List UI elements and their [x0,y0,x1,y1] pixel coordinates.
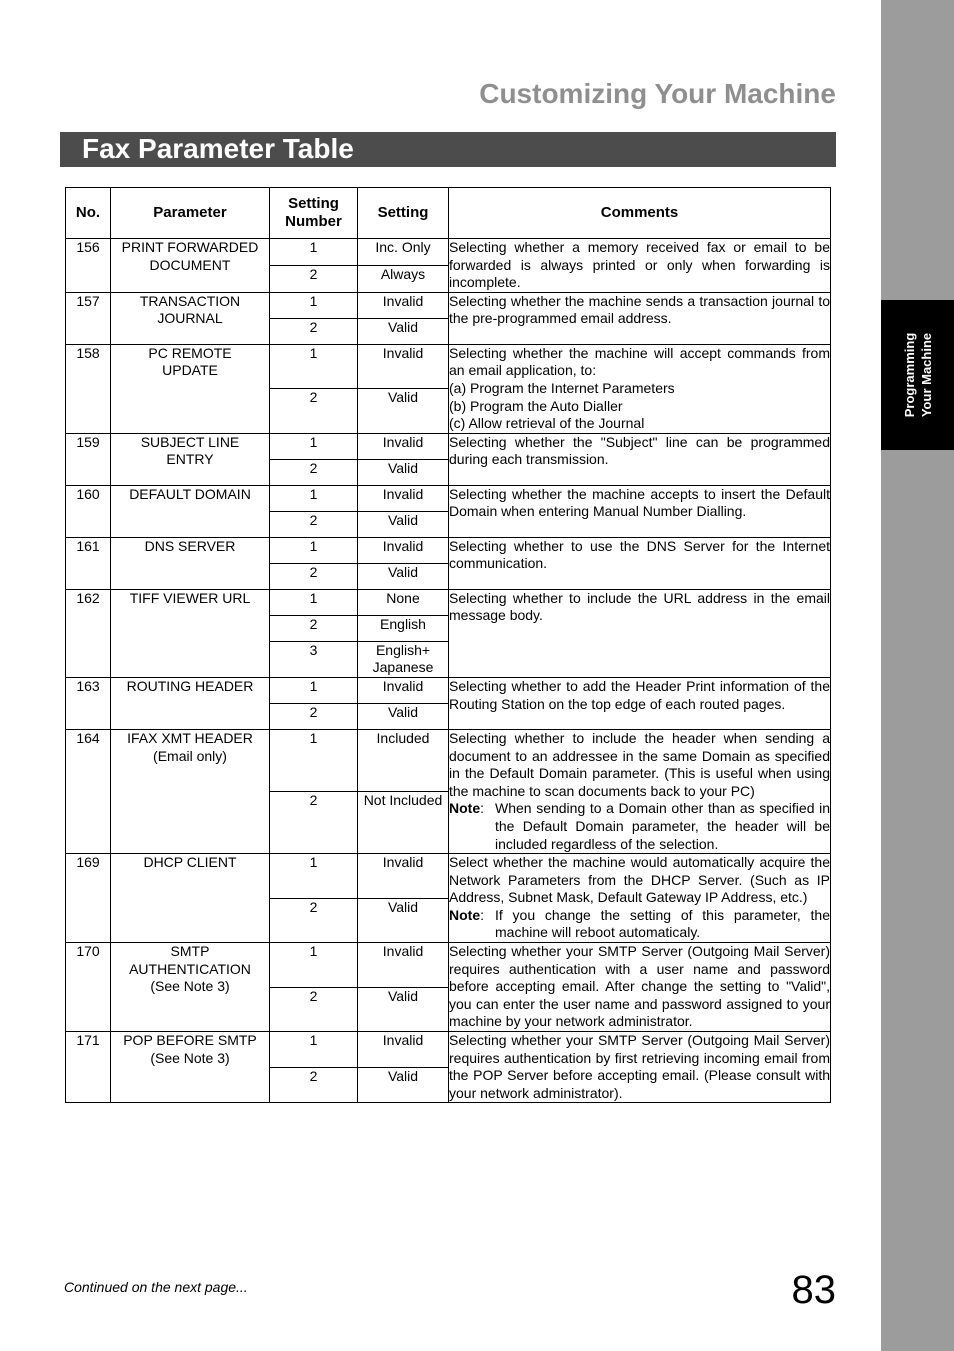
table-row [66,854,831,898]
setting-value: Valid [358,563,449,589]
param-name-line: POP BEFORE SMTP [123,1032,257,1049]
param-name-line: ENTRY [166,451,214,468]
table-row [66,485,831,511]
col-header-setting-number-line1: Setting [288,195,339,212]
param-number: 161 [66,537,111,589]
param-comments [449,537,831,589]
table-row [66,433,831,459]
param-name-line: SUBJECT LINE [140,433,240,450]
table-row [66,729,831,791]
setting-number: 1 [270,433,358,459]
setting-number: 1 [270,485,358,511]
side-tab-line2: Your Machine [918,332,934,418]
section-bar [60,132,836,167]
setting-value: Not Included [358,792,449,854]
table-body [66,239,831,1103]
setting-number: 2 [270,318,358,344]
comment-line: Selecting whether your SMTP Server (Outgoing Mail Server) requires authentication with a user name and password before accepting email. After change the setting to "Valid", you can enter the user name and password assigned to your machine by your network administrator. [449,943,830,1030]
param-comments [449,729,831,853]
note-text: If you change the setting of this parameter, the machine will reboot automaticaly. [495,906,830,941]
param-number: 163 [66,677,111,729]
table-row [66,1032,831,1068]
table-row [66,344,831,388]
note-label-text: Note [449,906,481,923]
param-comments [449,292,831,344]
param-name [111,677,270,729]
setting-number: 2 [270,898,358,942]
setting-number: 1 [270,589,358,615]
param-name-line: PRINT FORWARDED [121,239,259,255]
note-label-text: Note [449,800,481,817]
comment-line: Selecting whether the machine accepts to insert the Default Domain when entering Manual Number Dialling. [449,485,830,520]
col-header-parameter: Parameter [111,188,270,239]
setting-value: Valid [358,898,449,942]
comment-note [449,907,830,942]
param-number: 171 [66,1032,111,1103]
setting-number: 2 [270,1067,358,1103]
setting-number: 1 [270,292,358,318]
setting-value: Valid [358,511,449,537]
comment-line: Selecting whether to add the Header Print information of the Routing Station on the top edge of each routed pages. [449,677,830,712]
note-label: Note: [449,906,485,923]
table-row [66,239,831,266]
comment-note [449,800,830,853]
param-number: 160 [66,485,111,537]
param-number: 159 [66,433,111,485]
param-name-line: DNS SERVER [144,537,236,554]
col-header-setting: Setting [358,188,449,239]
setting-number: 2 [270,987,358,1031]
col-header-comments: Comments [449,188,831,239]
setting-value: Included [358,729,449,791]
param-number: 156 [66,239,111,293]
table-row [66,677,831,703]
setting-number: 2 [270,792,358,854]
param-name-line: TIFF VIEWER URL [129,589,251,606]
setting-value: Valid [358,1067,449,1103]
comment-line: Selecting whether to include the URL address in the email message body. [449,589,830,624]
setting-value: Invalid [358,485,449,511]
param-number: 164 [66,729,111,853]
param-name-line: AUTHENTICATION [129,960,251,977]
setting-value: Invalid [358,677,449,703]
param-name-line: TRANSACTION [139,292,241,309]
setting-value: Inc. Only [358,239,449,266]
setting-number: 1 [270,729,358,791]
comment-line: Selecting whether the "Subject" line can be programmed during each transmission. [449,433,830,468]
param-comments [449,854,831,943]
setting-number: 1 [270,537,358,563]
setting-number: 1 [270,943,358,987]
setting-value: Invalid [358,854,449,898]
param-name-line: IFAX XMT HEADER [127,729,253,746]
param-name-line: (See Note 3) [150,1049,230,1066]
param-name [111,1032,270,1103]
table-row [66,537,831,563]
param-name-line: PC REMOTE [148,344,232,361]
setting-value: Invalid [358,1032,449,1068]
col-header-setting-number-line2: Number [285,213,342,230]
param-name-line: JOURNAL [157,310,223,327]
setting-number: 2 [270,615,358,641]
note-text: When sending to a Domain other than as specified in the Default Domain parameter, the header will be included regardless of the selection. [495,800,830,852]
setting-value: Invalid [358,292,449,318]
param-comments [449,239,831,293]
param-name [111,943,270,1032]
setting-number: 1 [270,344,358,388]
setting-number: 2 [270,563,358,589]
setting-value: Valid [358,318,449,344]
param-name-line: DOCUMENT [149,256,231,273]
param-number: 169 [66,854,111,943]
side-tab-line1: Programming [901,332,917,418]
setting-number: 2 [270,389,358,433]
param-name [111,433,270,485]
param-name [111,854,270,943]
side-tab-label [901,333,935,418]
comment-line: Selecting whether a memory received fax or email to be forwarded is always printed or only when forwarding is incomplete. [449,239,830,291]
setting-value: Invalid [358,344,449,388]
section-title: Fax Parameter Table [82,133,354,164]
setting-value: None [358,589,449,615]
param-number: 158 [66,344,111,433]
setting-number: 1 [270,1032,358,1068]
comment-line: Selecting whether to use the DNS Server for the Internet communication. [449,537,830,572]
setting-number: 1 [270,677,358,703]
param-name-line: UPDATE [162,362,218,379]
setting-value: Always [358,265,449,292]
param-name-line: ROUTING HEADER [126,677,254,694]
table-row [66,943,831,987]
param-number: 157 [66,292,111,344]
setting-number: 2 [270,511,358,537]
setting-value: English [358,615,449,641]
comment-line: (b) Program the Auto Dialler [449,397,623,414]
setting-number: 3 [270,641,358,677]
param-name-line: SMTP [170,943,210,960]
table-row [66,292,831,318]
param-comments [449,589,831,677]
continued-note: Continued on the next page... [64,1279,248,1295]
comment-line: Selecting whether to include the header when sending a document to an addressee in the same Domain as specified in the Default Domain parameter. (This is useful when using the machine to scan documents back to your PC) [449,729,830,799]
param-name [111,344,270,433]
col-header-setting-number [270,188,358,239]
setting-value: Valid [358,703,449,729]
comment-line: (a) Program the Internet Parameters [449,379,675,396]
param-number: 170 [66,943,111,1032]
param-name [111,589,270,677]
comment-line: Selecting whether your SMTP Server (Outgoing Mail Server) requires authentication by first retrieving incoming email from the POP Server before accepting email. (Please consult with your network administrator). [449,1032,830,1101]
setting-value: Valid [358,987,449,1031]
param-name [111,292,270,344]
setting-value: Valid [358,459,449,485]
table-row [66,589,831,615]
comment-line: Selecting whether the machine sends a transaction journal to the pre-programmed email address. [449,292,830,327]
parameter-table [65,187,831,1103]
param-comments [449,677,831,729]
comment-line: Selecting whether the machine will accept commands from an email application, to: [449,344,830,379]
side-tab-programming [881,300,954,450]
setting-number: 2 [270,265,358,292]
table-header-row [66,188,831,239]
param-name [111,729,270,853]
setting-number: 1 [270,854,358,898]
col-header-no: No. [66,188,111,239]
comment-line: Select whether the machine would automatically acquire the Network Parameters from the DHCP Server. (Such as IP Address, Subnet Mask, Default Gateway IP Address, etc.) [449,854,830,906]
param-name [111,537,270,589]
comment-line: (c) Allow retrieval of the Journal [449,415,645,432]
param-name [111,485,270,537]
param-comments [449,433,831,485]
setting-number: 2 [270,703,358,729]
setting-value: Invalid [358,943,449,987]
note-label: Note: [449,800,485,817]
param-name-line: (Email only) [153,747,227,764]
param-comments [449,485,831,537]
setting-value: English+ Japanese [358,641,449,677]
param-number: 162 [66,589,111,677]
setting-value: Valid [358,389,449,433]
setting-value: Invalid [358,433,449,459]
param-name-line: DHCP CLIENT [143,854,237,871]
param-comments [449,1032,831,1103]
side-strip [881,0,954,1351]
param-comments [449,943,831,1032]
param-name-line: (See Note 3) [150,978,230,995]
param-name [111,239,270,293]
setting-number: 1 [270,239,358,266]
setting-number: 2 [270,459,358,485]
setting-value: Invalid [358,537,449,563]
page-number: 83 [791,1268,836,1312]
param-comments [449,344,831,433]
param-name-line: DEFAULT DOMAIN [129,485,251,502]
chapter-title: Customizing Your Machine [479,78,836,109]
